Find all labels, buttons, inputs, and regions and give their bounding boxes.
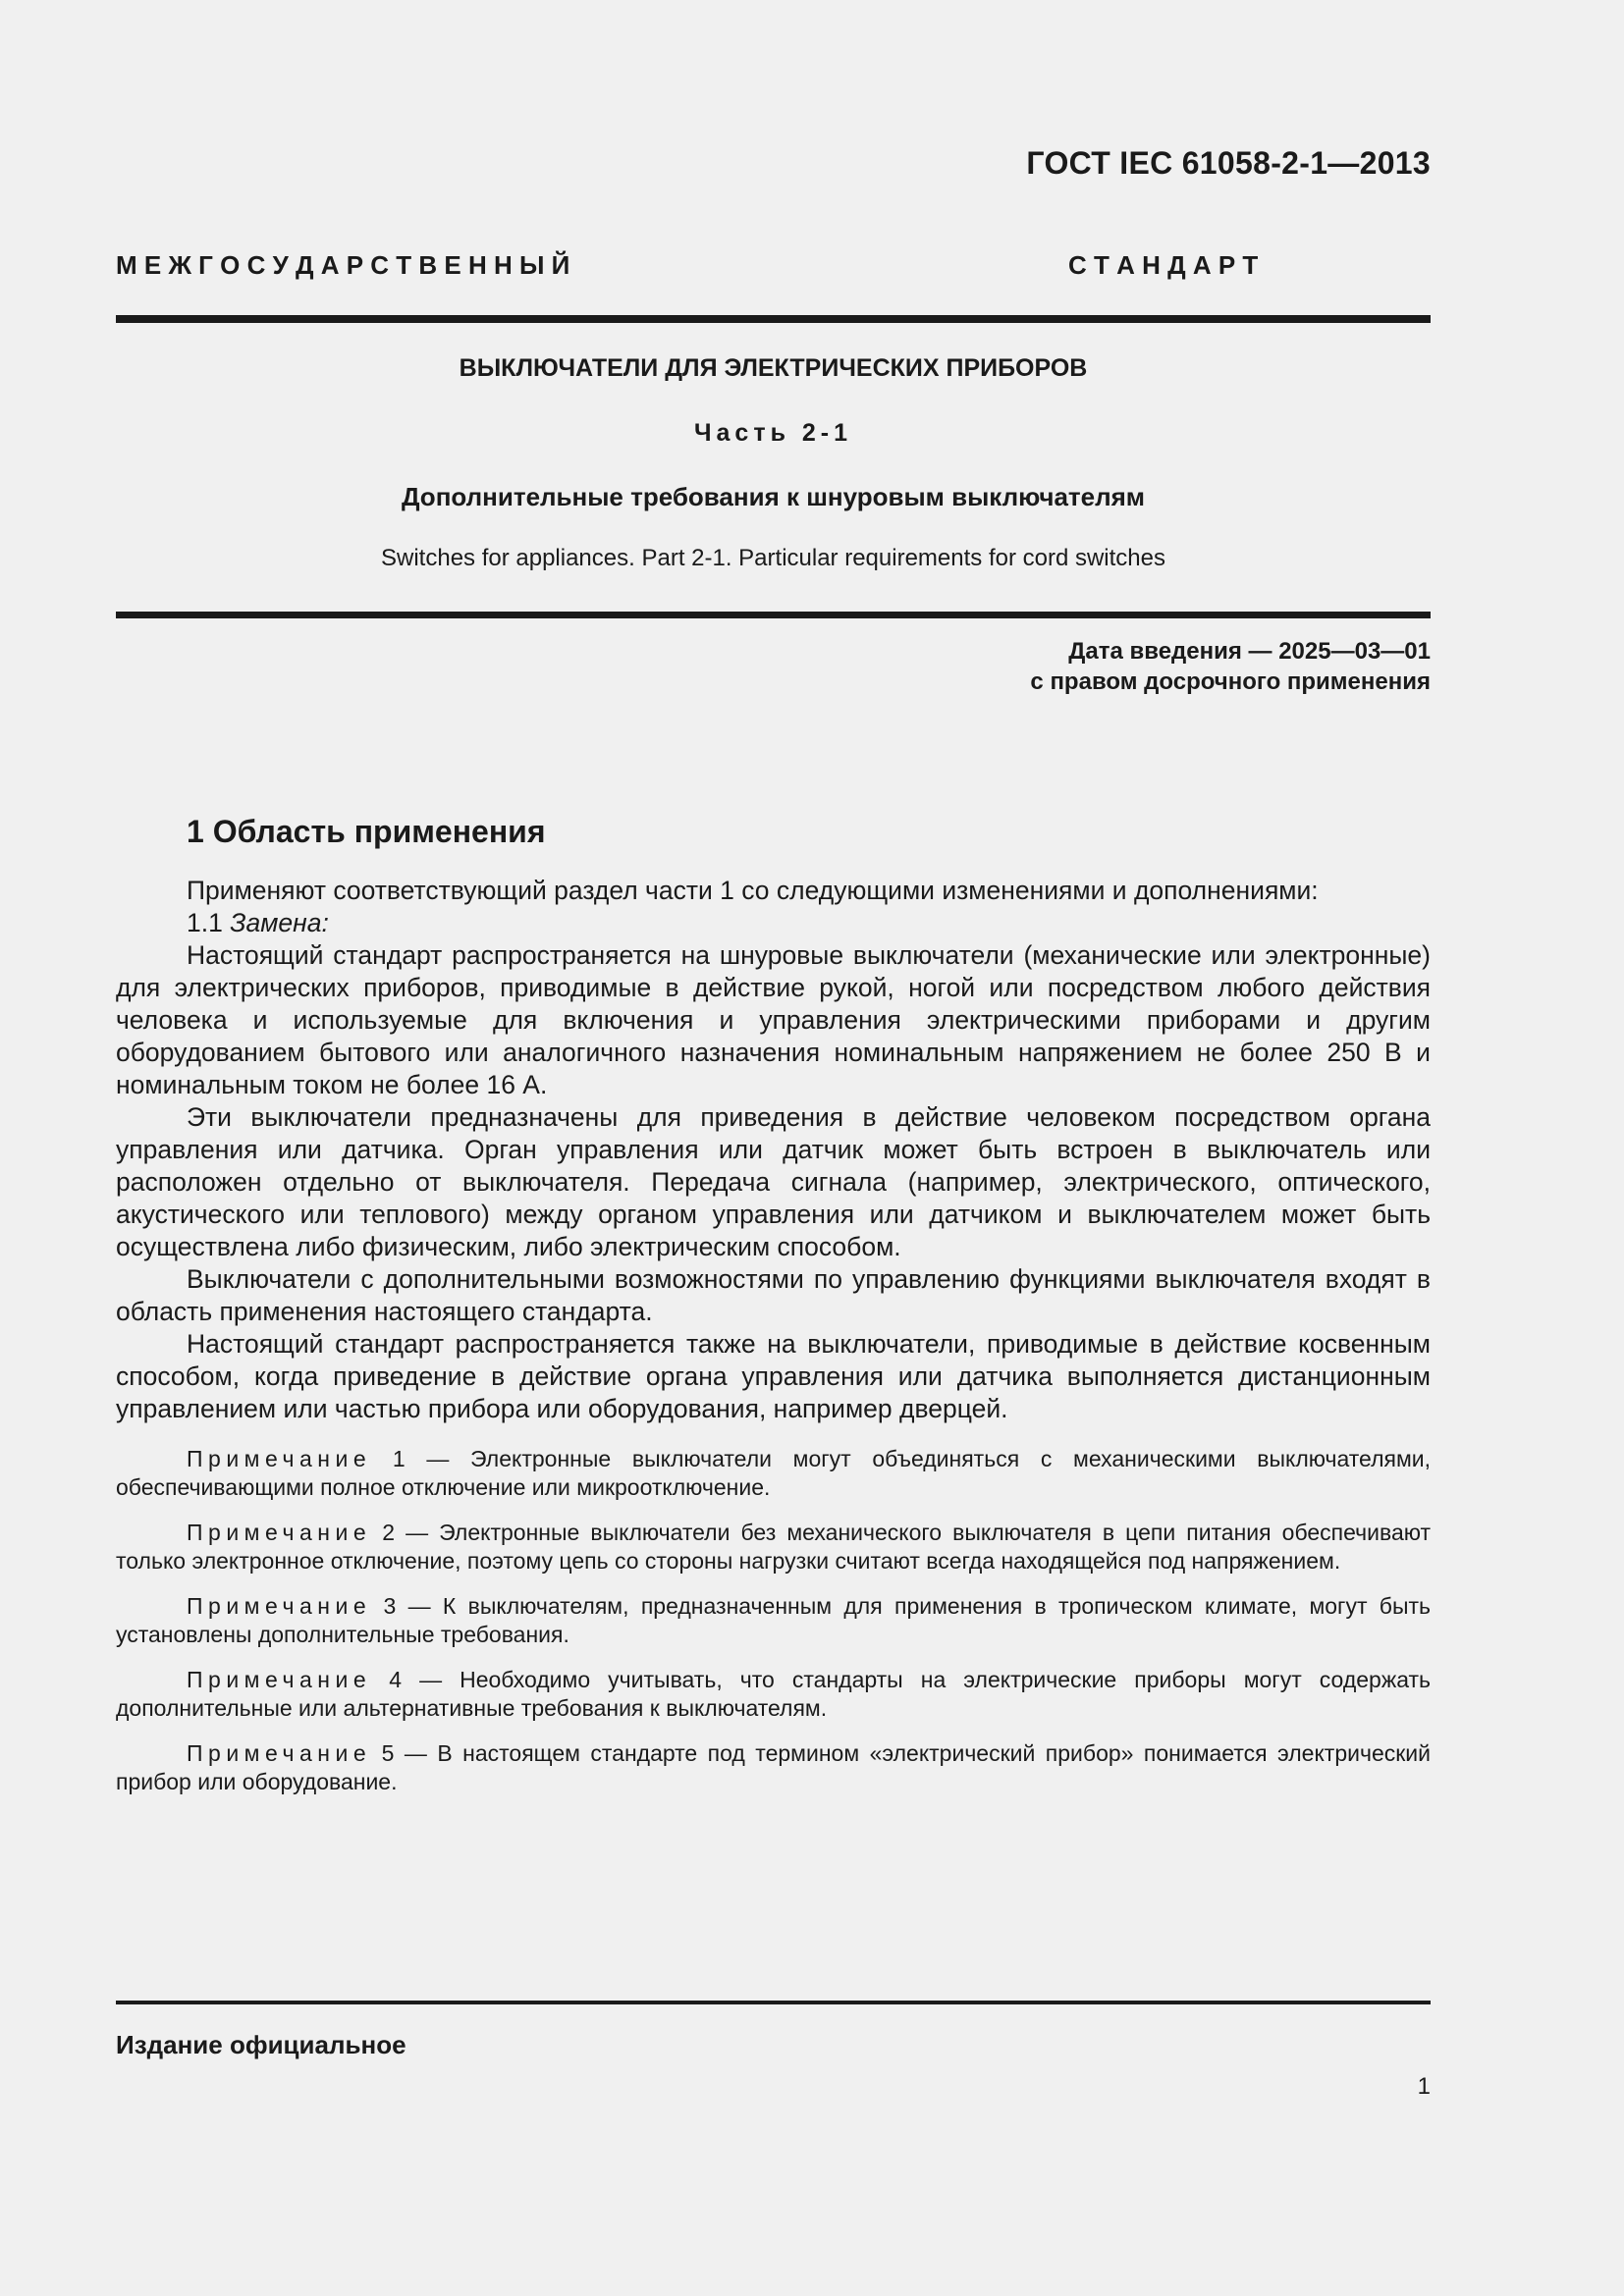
title-bottom-rule xyxy=(116,612,1431,618)
note-item xyxy=(116,1519,1431,1575)
note-label: Примечание xyxy=(187,1446,372,1471)
english-title: Switches for appliances. Part 2-1. Particular requirements for cord switches xyxy=(381,545,1165,571)
note-item xyxy=(116,1739,1431,1796)
note-number: 4 xyxy=(389,1667,402,1692)
note-item xyxy=(116,1445,1431,1502)
note-item xyxy=(116,1666,1431,1723)
page-number: 1 xyxy=(1417,2073,1431,2100)
part-label: Часть 2-1 xyxy=(693,419,853,447)
body-paragraph: Настоящий стандарт распространяется также на выключатели, приводимые в действие косвенным способом, когда приведение в действие органа управления или датчика выполняется дистанционным управлением или частью прибора или оборудования, например дверцей. xyxy=(116,1329,1431,1423)
section-body xyxy=(116,875,1431,1425)
clause-number: 1.1 xyxy=(187,908,223,937)
note-label: Примечание xyxy=(187,1667,372,1692)
interstate-word: М Е Ж Г О С У Д А Р С Т В Е Н Н Ы Й xyxy=(116,250,570,280)
note-item xyxy=(116,1592,1431,1649)
early-application-note: с правом досрочного применения xyxy=(1030,668,1431,695)
note-label: Примечание xyxy=(187,1520,372,1545)
interstate-standard-banner xyxy=(116,250,1431,281)
note-text: — Необходимо учитывать, что стандарты на электрические приборы могут содержать дополнительные или альтернативные требования к выключателям. xyxy=(116,1667,1432,1721)
note-label: Примечание xyxy=(187,1593,372,1619)
note-number: 2 xyxy=(382,1520,396,1545)
clause-line xyxy=(116,907,1431,939)
note-text: — В настоящем стандарте под термином «электрический прибор» понимается электрический прибор или оборудование. xyxy=(116,1740,1431,1794)
note-text: — Электронные выключатели могут объединяться с механическими выключателями, обеспечивающими полное отключение или микроотключение. xyxy=(116,1446,1432,1500)
note-number: 5 xyxy=(381,1740,395,1766)
document-title: ВЫКЛЮЧАТЕЛИ ДЛЯ ЭЛЕКТРИЧЕСКИХ ПРИБОРОВ xyxy=(459,354,1088,382)
note-number: 1 xyxy=(392,1446,406,1471)
official-edition-label: Издание официальное xyxy=(116,2030,406,2059)
section-intro: Применяют соответствующий раздел части 1 со следующими изменениями и дополнениями: xyxy=(187,876,1319,905)
note-text: — Электронные выключатели без механического выключателя в цепи питания обеспечивают только электронное отключение, поэтому цепь со стороны нагрузки считают всегда находящейся под напряжением. xyxy=(116,1520,1432,1574)
body-paragraph: Эти выключатели предназначены для приведения в действие человеком посредством органа управления или датчика. Орган управления или датчик может быть встроен в выключатель или расположен отдельно от выключателя. Передача сигнала (например, электрического, оптического, акустического или теплового) между органом управления или датчиком и выключателем может быть осуществлена либо физическим, либо электрическим способом. xyxy=(116,1102,1431,1261)
standard-number: ГОСТ IEC 61058-2-1—2013 xyxy=(1026,145,1431,181)
notes-block xyxy=(116,1445,1431,1813)
top-rule xyxy=(116,315,1431,323)
introduction-date-block xyxy=(1030,636,1431,697)
section-heading: 1 Область применения xyxy=(187,814,546,849)
note-label: Примечание xyxy=(187,1740,372,1766)
footer-rule xyxy=(116,2001,1431,2004)
clause-label: Замена: xyxy=(230,908,329,937)
note-number: 3 xyxy=(383,1593,397,1619)
note-text: — К выключателям, предназначенным для применения в тропическом климате, могут быть установлены дополнительные требования. xyxy=(116,1593,1432,1647)
document-subtitle: Дополнительные требования к шнуровым выключателям xyxy=(401,482,1146,511)
body-paragraph: Настоящий стандарт распространяется на шнуровые выключатели (механические или электронные) для электрических приборов, приводимые в действие рукой, ногой или посредством любого действия человека и используемые для включения и управления электрическими приборами и другим оборудованием бытового или аналогичного назначения номинальным напряжением не более 250 В и номинальным током не более 16 А. xyxy=(116,940,1431,1099)
body-paragraph: Выключатели с дополнительными возможностями по управлению функциями выключателя входят в область применения настоящего стандарта. xyxy=(116,1264,1431,1326)
introduction-date: Дата введения — 2025—03—01 xyxy=(1068,638,1431,665)
standard-word: С Т А Н Д А Р Т xyxy=(1068,250,1259,280)
